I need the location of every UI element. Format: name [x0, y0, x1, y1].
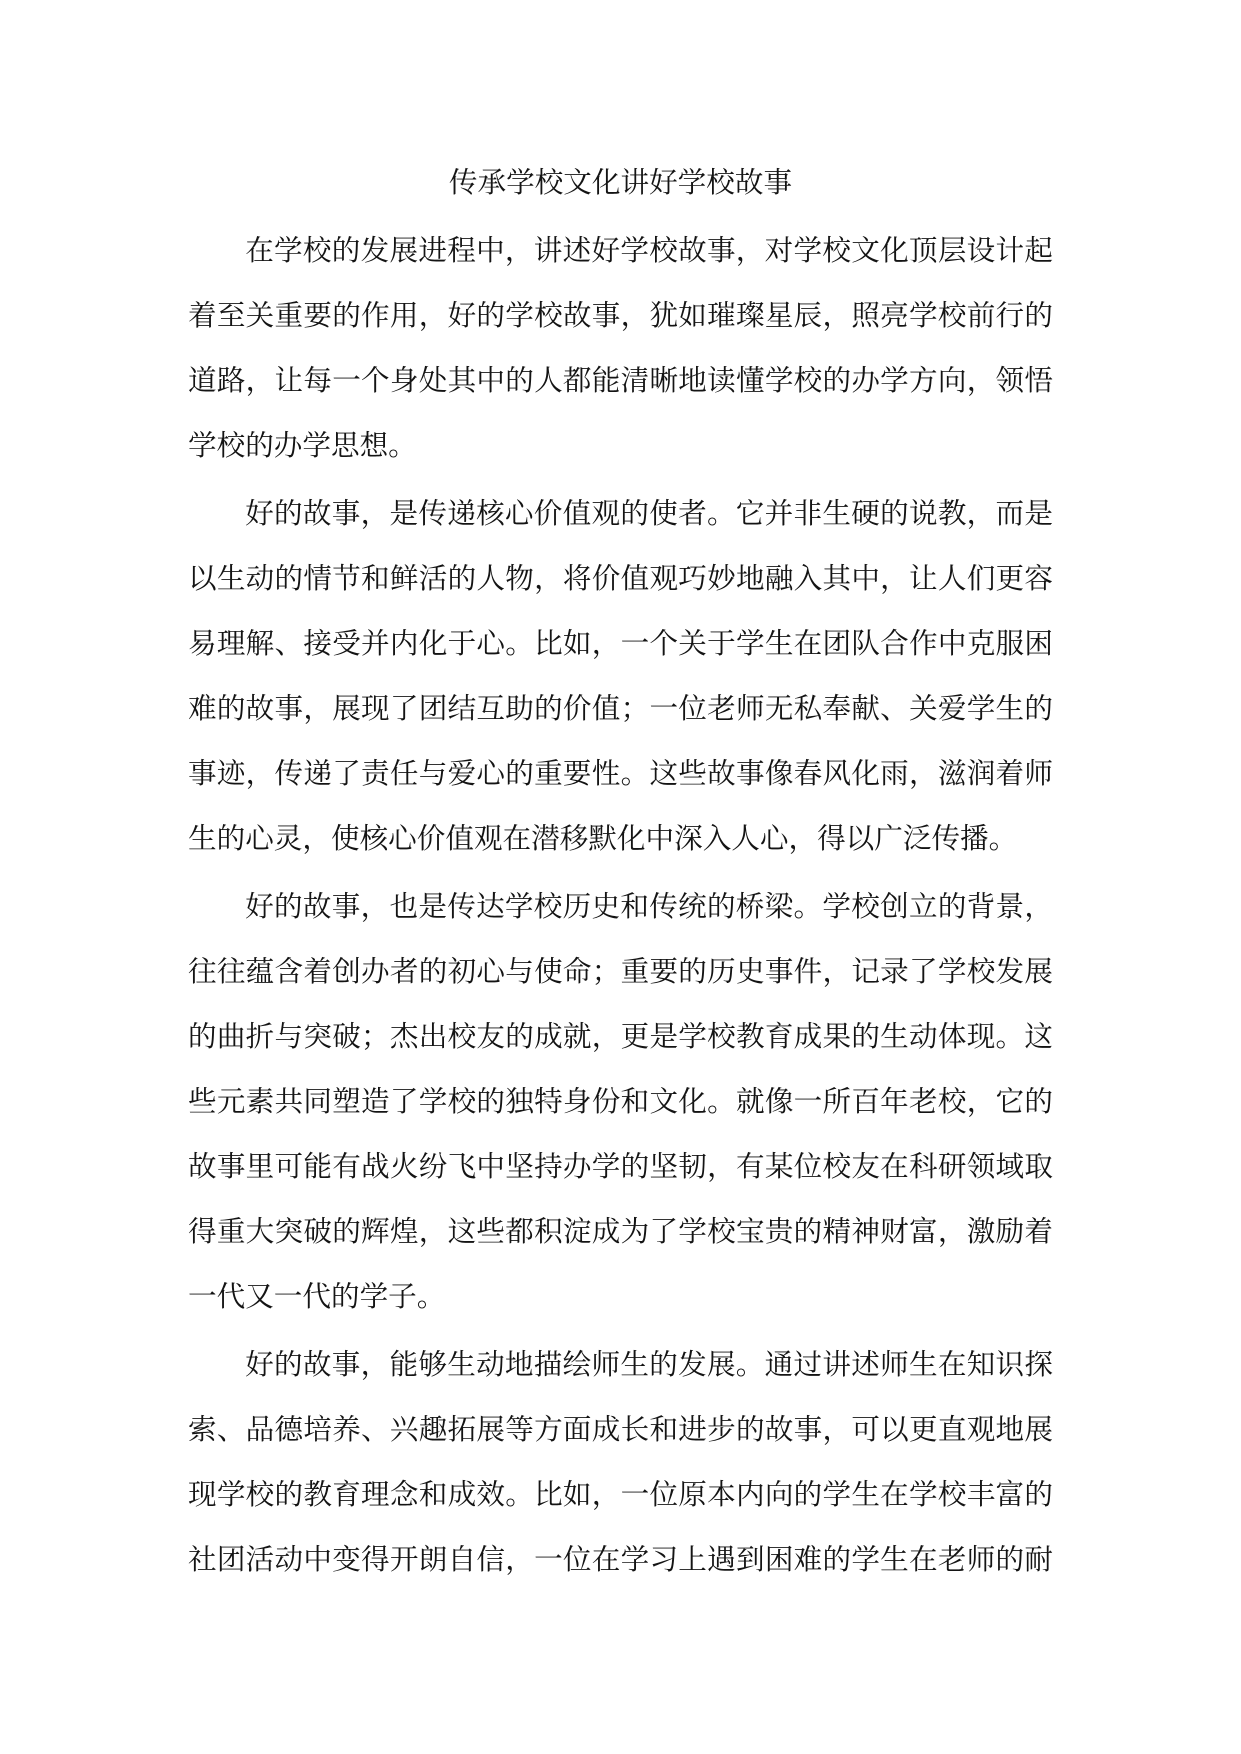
document-title: 传承学校文化讲好学校故事	[448, 165, 793, 199]
paragraph-line: 现学校的教育理念和成效。比如，一位原本内向的学生在学校丰富的	[188, 1477, 1053, 1511]
paragraph-line: 好的故事，能够生动地描绘师生的发展。通过讲述师生在知识探	[245, 1347, 1053, 1381]
paragraph-line: 生的心灵，使核心价值观在潜移默化中深入人心，得以广泛传播。	[188, 821, 1018, 855]
paragraph	[188, 874, 1053, 1329]
paragraph	[188, 218, 1053, 478]
paragraph	[188, 1332, 1053, 1592]
paragraph-line: 一代又一代的学子。	[188, 1279, 446, 1313]
paragraph-line: 些元素共同塑造了学校的独特身份和文化。就像一所百年老校，它的	[188, 1084, 1053, 1118]
paragraph-line: 得重大突破的辉煌，这些都积淀成为了学校宝贵的精神财富，激励着	[188, 1214, 1053, 1248]
paragraph-line: 易理解、接受并内化于心。比如，一个关于学生在团队合作中克服困	[188, 626, 1053, 660]
paragraph-line: 索、品德培养、兴趣拓展等方面成长和进步的故事，可以更直观地展	[188, 1412, 1053, 1446]
paragraph	[188, 481, 1053, 871]
paragraph-line: 故事里可能有战火纷飞中坚持办学的坚韧，有某位校友在科研领域取	[188, 1149, 1053, 1183]
paragraph-line: 好的故事，也是传达学校历史和传统的桥梁。学校创立的背景，	[245, 889, 1053, 923]
paragraph-line: 学校的办学思想。	[188, 428, 417, 462]
paragraph-line: 事迹，传递了责任与爱心的重要性。这些故事像春风化雨，滋润着师	[188, 756, 1053, 790]
paragraph-line: 在学校的发展进程中，讲述好学校故事，对学校文化顶层设计起	[245, 233, 1053, 267]
paragraph-line: 着至关重要的作用，好的学校故事，犹如璀璨星辰，照亮学校前行的	[188, 298, 1053, 332]
paragraph-line: 好的故事，是传递核心价值观的使者。它并非生硬的说教，而是	[245, 496, 1053, 530]
paragraph-line: 难的故事，展现了团结互助的价值；一位老师无私奉献、关爱学生的	[188, 691, 1053, 725]
paragraph-line: 的曲折与突破；杰出校友的成就，更是学校教育成果的生动体现。这	[188, 1019, 1053, 1053]
paragraph-line: 道路，让每一个身处其中的人都能清晰地读懂学校的办学方向，领悟	[188, 363, 1053, 397]
paragraph-line: 往往蕴含着创办者的初心与使命；重要的历史事件，记录了学校发展	[188, 954, 1053, 988]
paragraph-line: 社团活动中变得开朗自信，一位在学习上遇到困难的学生在老师的耐	[188, 1542, 1053, 1576]
paragraph-line: 以生动的情节和鲜活的人物，将价值观巧妙地融入其中，让人们更容	[188, 561, 1053, 595]
